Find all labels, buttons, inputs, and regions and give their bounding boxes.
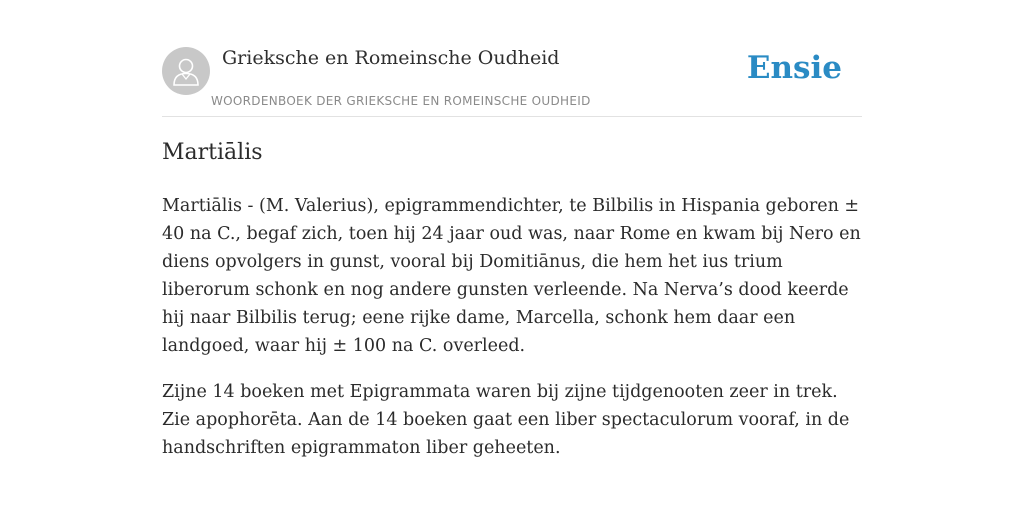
- entry-body: [162, 192, 862, 480]
- page-header: [162, 44, 862, 117]
- ensie-logo-link[interactable]: Ensie: [746, 50, 842, 86]
- avatar[interactable]: [162, 47, 210, 95]
- user-icon: [172, 56, 200, 86]
- entry-title: Martiālis: [162, 140, 263, 165]
- source-subtitle: WOORDENBOEK DER GRIEKSCHE EN ROMEINSCHE OUDHEID: [211, 94, 591, 108]
- entry-paragraph: Zijne 14 boeken met Epigrammata waren bij zijne tijdgenooten zeer in trek. Zie apophorēta. Aan de 14 boeken gaat een liber spectaculorum vooraf, in de handschriften epigrammaton liber geheeten.: [162, 382, 850, 458]
- source-title[interactable]: Grieksche en Romeinsche Oudheid: [222, 47, 560, 69]
- entry-paragraph: Martiālis - (M. Valerius), epigrammendichter, te Bilbilis in Hispania geboren ± 40 na C., begaf zich, toen hij 24 jaar oud was, naar Rome en kwam bij Nero en diens opvolgers in gunst, vooral bij Domitiānus, die hem het ius trium liberorum schonk en nog andere gunsten verleende. Na Nerva’s dood keerde hij naar Bilbilis terug; eene rijke dame, Marcella, schonk hem daar een landgoed, waar hij ± 100 na C. overleed.: [162, 196, 861, 356]
